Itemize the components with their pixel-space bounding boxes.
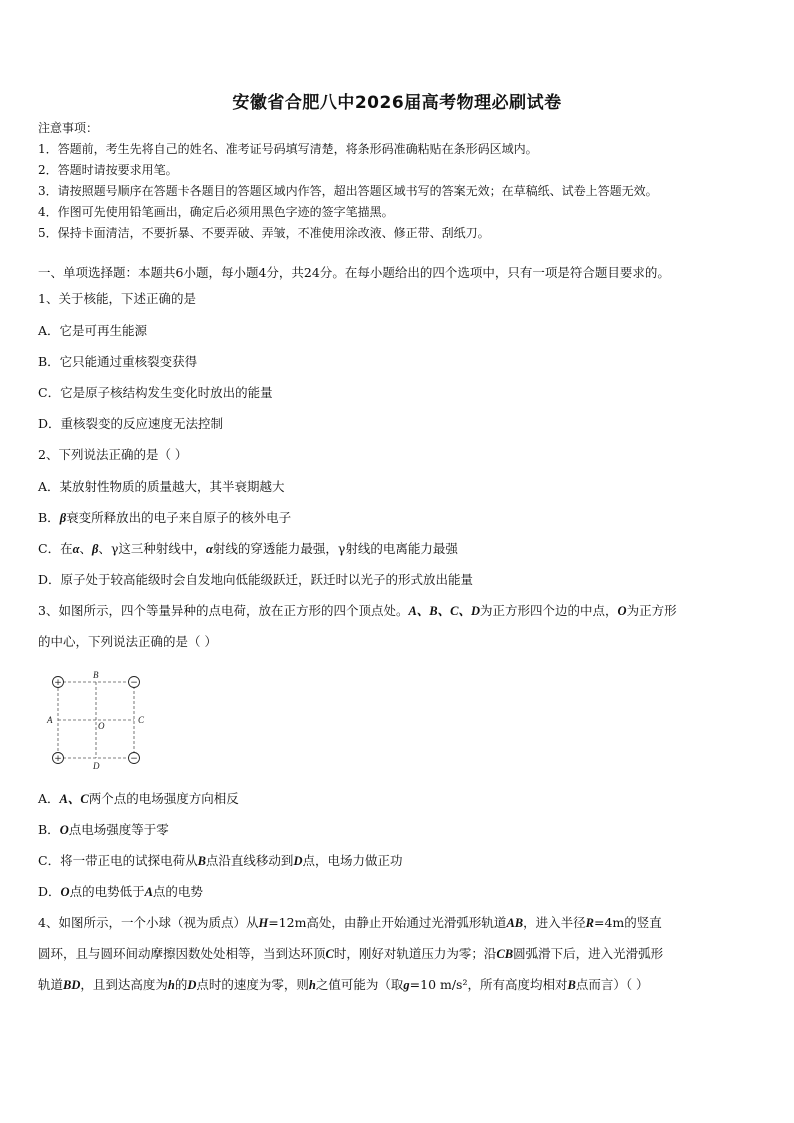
q3-d-prefix: D． (38, 884, 61, 899)
alpha-symbol: α (72, 542, 80, 556)
q3-d-text: 点的电势 (152, 884, 203, 899)
q4-text: 之值可能为（取 (315, 977, 404, 992)
q4-text: 圆弧滑下后，进入光滑弧形 (513, 946, 664, 961)
q4-var-g: g (403, 978, 410, 992)
notice-item-1: 1．答题前，考生先将自己的姓名、准考证号码填写清楚，将条形码准确粘贴在条形码区域内。 (38, 142, 538, 156)
notice-heading: 注意事项： (38, 121, 99, 135)
plus-sign: + (54, 678, 62, 689)
q3-l1-pre: 3、如图所示，四个等量异种的点电荷，放在正方形的四个顶点处。 (38, 603, 409, 618)
notice-item-2: 2．答题时请按要求用笔。 (38, 163, 178, 177)
q3-c-text: 点，电场力做正功 (302, 853, 403, 868)
minus-sign: − (130, 754, 138, 765)
q4-stem-line3 (38, 977, 649, 993)
q2-c-mid2: 射线的穿透能力最强， (212, 541, 338, 556)
q3-c-mid: 点沿直线移动到 (205, 853, 294, 868)
q3-d-mid: 点的电势低于 (69, 884, 145, 899)
label-d: D (93, 761, 100, 771)
q3-d-point-a: A (144, 885, 153, 899)
alpha-symbol: α (205, 542, 213, 556)
q3-c-point-d: D (293, 854, 303, 868)
q3-l1-o: O (617, 604, 627, 618)
q4-text: ，且到达高度为 (80, 977, 168, 992)
q4-stem-line2 (38, 946, 663, 962)
q2-option-b (38, 510, 291, 526)
q1-option-c: C．它是原子核结构发生变化时放出的能量 (38, 385, 273, 400)
q4-track-ab: AB (506, 916, 524, 930)
q3-l1-post: 为正方形 (626, 603, 677, 618)
label-c: C (138, 715, 145, 725)
q4-text: 点而言）（ ） (575, 977, 649, 992)
q2-stem: 2、下列说法正确的是（ ） (38, 447, 188, 462)
q4-text: 时，刚好对轨道压力为零；沿 (333, 946, 497, 961)
q3-d-point-o: O (60, 885, 70, 899)
q3-option-c (38, 853, 402, 869)
q4-stem-line1 (38, 915, 662, 931)
q2-option-c (38, 541, 458, 557)
q3-a-points: A、C (59, 792, 89, 806)
q3-a-prefix: A． (38, 791, 60, 806)
beta-symbol: β (59, 511, 67, 525)
q4-text: =10 m/s²，所有高度均相对 (409, 977, 568, 992)
q4-track-bd: BD (63, 978, 81, 992)
q2-b-text: 衰变所释放出的电子来自原子的核外电子 (66, 510, 292, 525)
q4-point-b: B (567, 978, 576, 992)
q3-b-prefix: B． (38, 822, 60, 837)
q4-point-c: C (325, 947, 334, 961)
q2-option-d: D．原子处于较高能级时会自发地向低能级跃迁，跃迁时以光子的形式放出能量 (38, 572, 474, 587)
q3-l1-letters: A、B、C、D (408, 604, 481, 618)
q3-option-d (38, 884, 203, 900)
q3-l1-mid: 为正方形四个边的中点， (480, 603, 618, 618)
q1-option-d: D．重核裂变的反应速度无法控制 (38, 416, 224, 431)
notice-item-3: 3．请按照题号顺序在答题卡各题目的答题区域内作答，超出答题区域书写的答案无效；在草稿纸、试卷上答题无效。 (38, 184, 658, 198)
q3-option-b (38, 822, 169, 838)
q4-text: =4m的竖直 (593, 915, 662, 930)
q4-var-h-small: h (167, 978, 175, 992)
q2-c-mid: 这三种射线中， (118, 541, 206, 556)
q1-option-a: A．它是可再生能源 (38, 323, 148, 338)
plus-sign: + (54, 754, 62, 765)
q1-stem: 1、关于核能，下述正确的是 (38, 291, 196, 306)
gamma-symbol: γ (110, 541, 119, 556)
q1-option-b: B．它只能通过重核裂变获得 (38, 354, 198, 369)
minus-sign: − (130, 678, 138, 689)
q3-stem-line2: 的中心，下列说法正确的是（ ） (38, 634, 217, 649)
q2-c-post: 射线的电离能力最强 (345, 541, 458, 556)
q4-arc-cb: CB (496, 947, 514, 961)
beta-symbol: β (92, 542, 99, 556)
label-a: A (47, 715, 53, 725)
section-heading: 一、单项选择题：本题共6小题，每小题4分，共24分。在每小题给出的四个选项中，只有一项是符合题目要求的。 (38, 265, 670, 280)
q4-text: ，进入半径 (523, 915, 586, 930)
q2-c-sep2: 、 (98, 541, 111, 556)
q3-c-prefix: C．将一带正电的试探电荷从 (38, 853, 198, 868)
label-o: O (98, 721, 105, 731)
q2-b-prefix: B． (38, 510, 60, 525)
charge-square-diagram (44, 670, 154, 772)
q4-text: =12m高处，由静止开始通过光滑弧形轨道 (268, 915, 507, 930)
q4-text: 的 (174, 977, 188, 992)
q4-text: 点时的速度为零，则 (196, 977, 309, 992)
q3-a-text: 两个点的电场强度方向相反 (88, 791, 239, 806)
q4-text: 轨道 (38, 977, 64, 992)
q3-b-text: 点电场强度等于零 (68, 822, 169, 837)
q3-option-a (38, 791, 239, 807)
q4-point-d: D (187, 978, 197, 992)
q4-text: 圆环，且与圆环间动摩擦因数处处相等，当到达环顶 (38, 946, 326, 961)
q4-text: 4、如图所示，一个小球（视为质点）从 (38, 915, 259, 930)
q3-c-point-b: B (197, 854, 206, 868)
notice-item-4: 4．作图可先使用铅笔画出，确定后必须用黑色字迹的签字笔描黑。 (38, 205, 394, 219)
gamma-symbol: γ (337, 541, 346, 556)
page-title: 安徽省合肥八中2026届高考物理必刷试卷 (232, 93, 562, 113)
q2-c-sep1: 、 (79, 541, 93, 556)
q3-b-point: O (59, 823, 69, 837)
label-b: B (93, 670, 99, 680)
q4-var-r: R (585, 916, 594, 930)
q2-c-prefix: C．在 (38, 541, 73, 556)
q4-var-h: H (258, 916, 269, 930)
notice-item-5: 5．保持卡面清洁，不要折暴、不要弄破、弄皱，不准使用涂改液、修正带、刮纸刀。 (38, 226, 490, 240)
q3-stem-line1 (38, 603, 677, 619)
q4-var-h-small: h (308, 978, 316, 992)
q2-option-a: A．某放射性物质的质量越大，其半衰期越大 (38, 479, 285, 494)
